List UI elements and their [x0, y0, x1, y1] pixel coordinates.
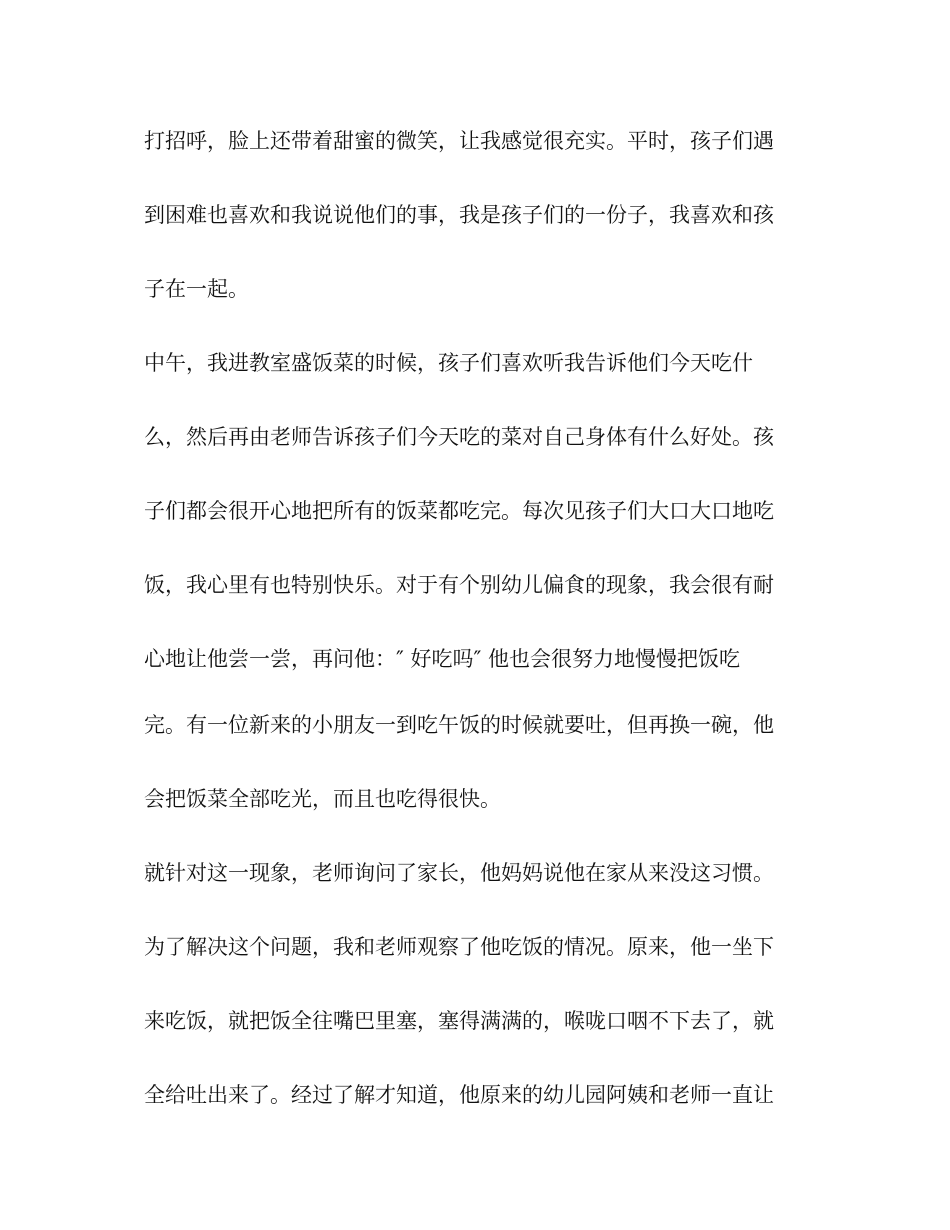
text-line: 完。有一位新来的小朋友一到吃午饭的时候就要吐，但再换一碗，他 [144, 713, 774, 737]
text-line: 心地让他尝一尝，再问他：″ 好吃吗″ 他也会很努力地慢慢把饭吃 [144, 647, 741, 671]
text-line: 就针对这一现象，老师询问了家长，他妈妈说他在家从来没这习惯。 [144, 861, 774, 885]
text-line: 来吃饭，就把饭全往嘴巴里塞，塞得满满的，喉咙口咽不下去了，就 [144, 1009, 774, 1033]
text-line: 饭，我心里有也特别快乐。对于有个别幼儿偏食的现象，我会很有耐 [144, 573, 774, 597]
text-line: 么，然后再由老师告诉孩子们今天吃的菜对自己身体有什么好处。孩 [144, 425, 774, 449]
text-line: 子们都会很开心地把所有的饭菜都吃完。每次见孩子们大口大口地吃 [144, 499, 774, 523]
text-line: 子在一起。 [144, 277, 249, 301]
text-line: 全给吐出来了。经过了解才知道，他原来的幼儿园阿姨和老师一直让 [144, 1083, 774, 1107]
text-line: 为了解决这个问题，我和老师观察了他吃饭的情况。原来，他一坐下 [144, 935, 774, 959]
text-line: 中午，我进教室盛饭菜的时候，孩子们喜欢听我告诉他们今天吃什 [144, 351, 753, 375]
text-line: 打招呼，脸上还带着甜蜜的微笑，让我感觉很充实。平时，孩子们遇 [144, 129, 774, 153]
text-line: 会把饭菜全部吃光，而且也吃得很快。 [144, 787, 501, 811]
text-line: 到困难也喜欢和我说说他们的事，我是孩子们的一份子，我喜欢和孩 [144, 203, 774, 227]
